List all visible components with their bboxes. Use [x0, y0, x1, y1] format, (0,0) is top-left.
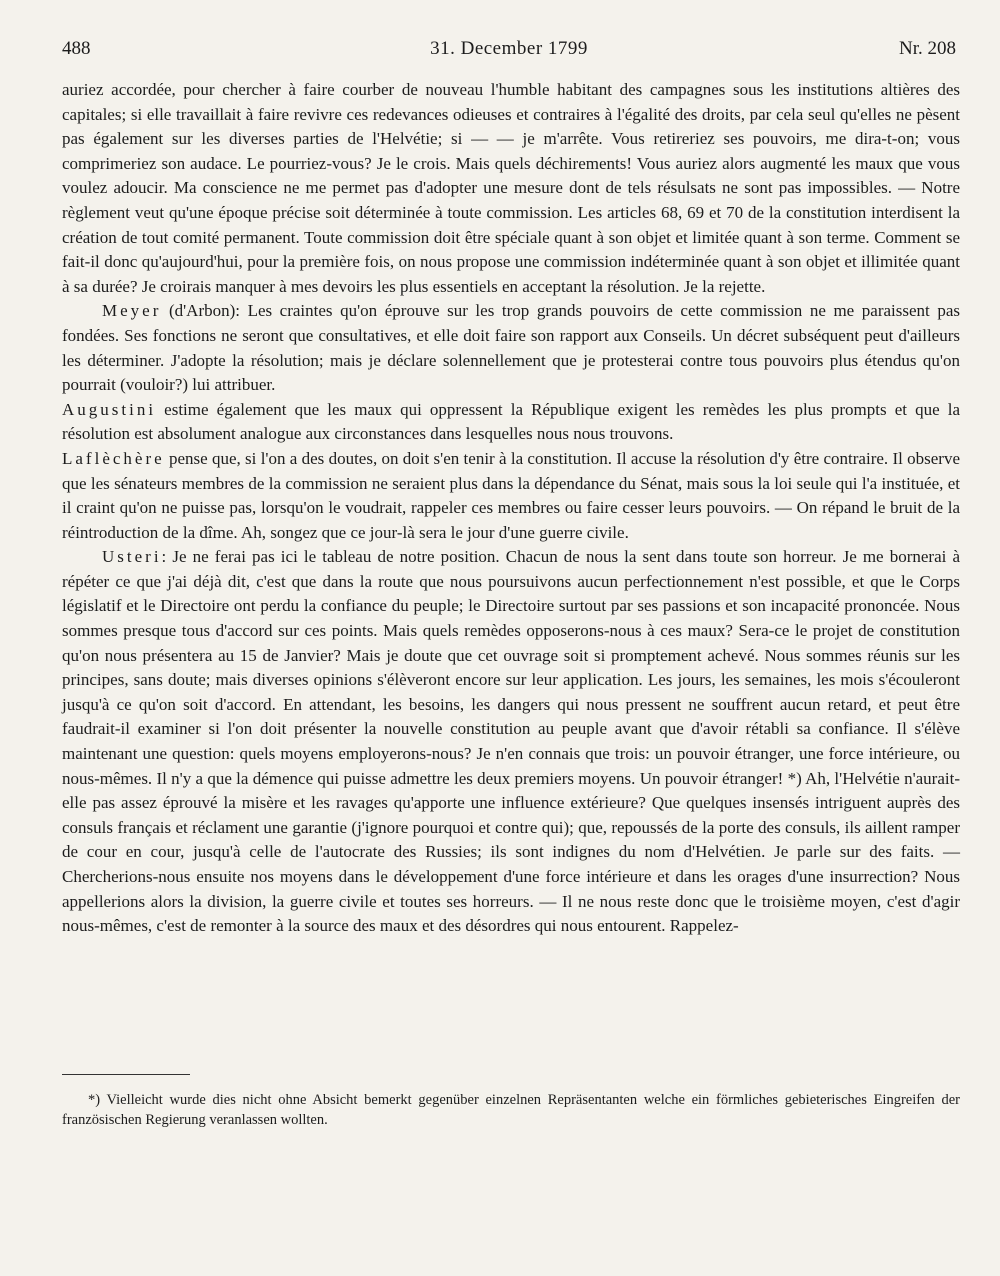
footnote-text: *) Vielleicht wurde dies nicht ohne Absicht bemerkt gegenüber einzelnen Repräsentanten welche ein förmliches gebieterisches Eingreifen der französischen Regierung veranlassen wollten. — [62, 1092, 960, 1128]
paragraph-augustini — [62, 398, 960, 447]
speaker-name: Laflèchère — [62, 448, 165, 468]
speech-text: pense que, si l'on a des doutes, on doit s'en tenir à la constitution. Il accuse la résolution d'y être contraire. Il observe que les sénateurs membres de la commission ne seraient plus dans la dépendance du Sénat, mais sous la loi seule qui l'a instituée, et il craint qu'on ne puisse pas, lorsqu'on le voudrait, rappeler ces membres ou faire cesser leurs pouvoirs. — On répand le bruit de la réintroduction de la dîme. Ah, songez que ce jour-là sera le jour d'une guerre civile. — [62, 448, 960, 542]
paragraph-continuation: auriez accordée, pour chercher à faire courber de nouveau l'humble habitant des campagnes sous les institutions altières des capitales; si elle travaillait à faire revivre ces redevances odieuses et contraires à l'égalité des droits, par cela seul qu'elles ne pèsent pas également sur les diverses parties de l'Helvétie; si — — je m'arrête. Vous retireriez ses pouvoirs, me dira-t-on; vous comprimeriez son audace. Le pourriez-vous? Je le crois. Mais quels déchirements! Vous auriez alors augmenté les maux que vous voulez adoucir. Ma conscience ne me permet pas d'adopter une mesure dont de tels résulsats ne sont pas impossibles. — Notre règlement veut qu'une époque précise soit déterminée à toute commission. Les articles 68, 69 et 70 de la constitution interdisent la création de tout comité permanent. Toute commission doit être spéciale quant à son objet et limitée quant à son terme. Comment se fait-il donc qu'aujourd'hui, pour la première fois, on nous propose une commission indéterminée quant à son objet et illimitée quant à sa durée? Je croirais manquer à mes devoirs les plus essentiels en acceptant la résolution. Je la rejette. — [62, 80, 960, 296]
page-header — [62, 38, 956, 68]
footnote-divider — [62, 1074, 190, 1075]
speaker-name: Usteri — [102, 547, 162, 567]
speech-text: (d'Arbon): Les craintes qu'on éprouve sur les trop grands pouvoirs de cette commission ne me paraissent pas fondées. Ses fonctions ne seront que consultatives, et elle doit faire son rapport aux Conseils. Un décret subséquent peut d'ailleurs les déterminer. J'adopte la résolution; mais je déclare solennellement que je protesterai contre tous pouvoirs plus étendus qu'on pourrait (vouloir?) lui attribuer. — [62, 301, 960, 395]
paragraph-usteri — [62, 545, 960, 939]
speaker-name: Augustini — [62, 399, 157, 419]
paragraph-laflechere — [62, 447, 960, 545]
footnote — [62, 1090, 960, 1130]
speech-text: estime également que les maux qui oppressent la République exigent les remèdes les plus prompts et que la résolution est absolument analogue aux circonstances dans lesquelles nous nous trouvons. — [62, 399, 960, 444]
header-date: 31. December 1799 — [430, 38, 588, 59]
paragraph-meyer — [62, 299, 960, 397]
speech-text: : Je ne ferai pas ici le tableau de notre position. Chacun de nous la sent dans toute son horreur. Je me bornerai à répéter ce que j'ai déjà dit, c'est que dans la route que nous poursuivons aucun perfectionnement n'est possible, et que le Corps législatif et le Directoire ont perdu la confiance du peuple; le Directoire surtout par ses passions et son incapacité prononcée. Nous sommes presque tous d'accord sur ces points. Mais quels remèdes opposerons-nous à ces maux? Sera-ce le projet de constitution qu'on nous présentera au 15 de Janvier? Mais je doute que cet ouvrage soit si promptement achevé. Nous sommes réunis sur les principes, sans doute; mais diverses opinions s'élèveront encore sur leur application. Les jours, les semaines, les mois s'écouleront jusqu'à ce qu'on soit d'accord. En attendant, les besoins, les dangers qui nous pressent ne souffrent aucun retard, et peut être faudrait-il examiner si l'on doit présenter la nouvelle constitution au peuple avant que d'avoir rétabli sa confiance. Il s'élève maintenant une question: quels moyens employerons-nous? Je n'en connais que trois: un pouvoir étranger, une force intérieure, ou nous-mêmes. Il n'y a que la démence qui puisse admettre les deux premiers moyens. Un pouvoir étranger! *) Ah, l'Helvétie n'aurait-elle pas assez éprouvé la misère et les ravages qu'apporte une influence extérieure? Que quelques insensés intriguent auprès des consuls français et réclament une garantie (j'ignore pourquoi et contre qui); que, repoussés de la porte des consuls, ils aillent ramper de cour en cour, jusqu'à celle de l'autocrate des Russies; ils sont indignes du nom d'Helvétien. Je parle sur des faits. — Chercherions-nous ensuite nos moyens dans le développement d'une force intérieure et dans les orages d'une insurrection? Nous appellerions alors la division, la guerre civile et toutes ses horreurs. — Il ne nous reste donc que le troisième moyen, c'est d'agir nous-mêmes, c'est de remonter à la source des maux et des désordres qui nous entourent. Rappelez- — [62, 547, 960, 936]
speaker-name: Meyer — [102, 301, 162, 321]
document-number: Nr. 208 — [899, 38, 956, 59]
page-number: 488 — [62, 38, 91, 59]
main-text — [62, 78, 960, 939]
